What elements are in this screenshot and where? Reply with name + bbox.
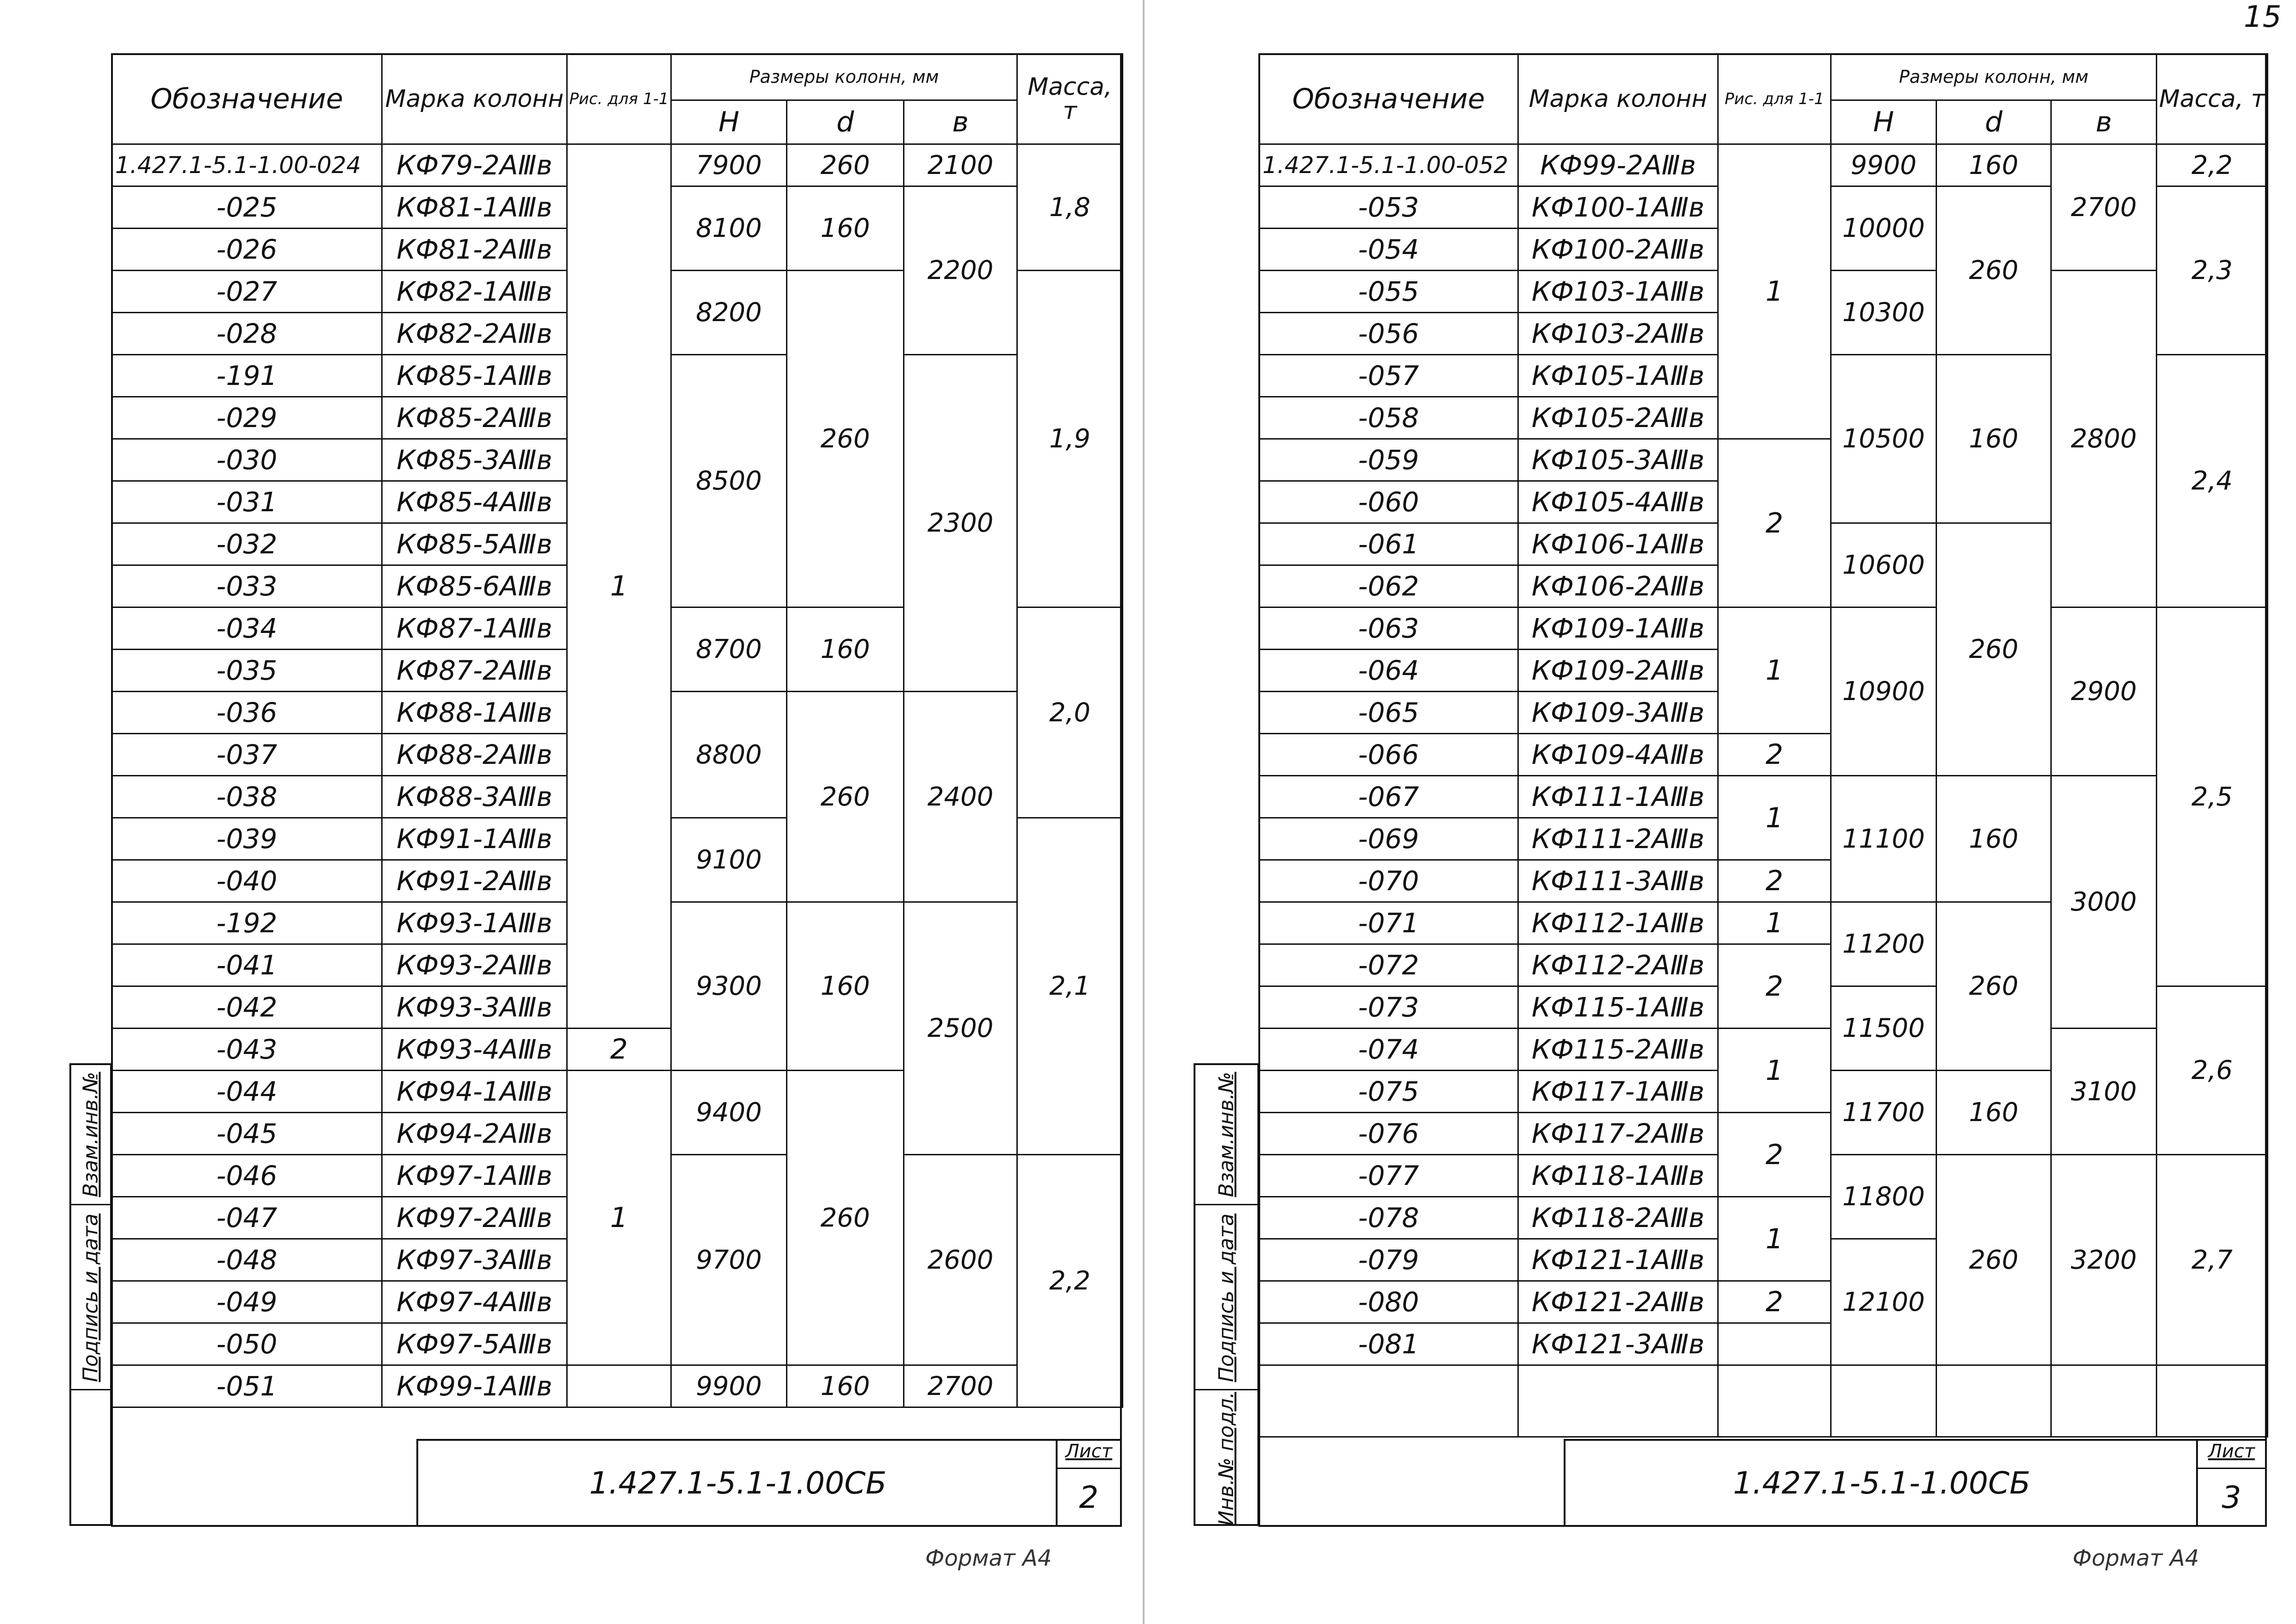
row-mark: КФ82-1АⅢв [382,271,567,313]
header-H: Н [671,100,787,144]
row-mark: КФ103-1АⅢв [1518,271,1718,313]
cell-d: 260 [1937,186,2051,355]
format-label-right: Формат А4 [2073,1545,2199,1571]
row-designation: -054 [1259,229,1518,271]
cell-H: 9100 [671,818,787,902]
row-mark: КФ97-3АⅢв [382,1239,567,1281]
cell-d: 160 [787,607,904,692]
row-mark: КФ93-3АⅢв [382,986,567,1029]
row-mark: КФ111-2АⅢв [1518,818,1718,860]
row-designation: -028 [112,313,382,355]
cell-mass: 2,1 [1017,818,1123,1155]
row-designation: -048 [112,1239,382,1281]
row-mark: КФ109-2АⅢв [1518,650,1718,692]
cell-b: 3000 [2051,776,2157,1029]
row-designation: -058 [1259,397,1518,439]
cell-fig: 2 [1718,860,1831,902]
stamp-designation: 1.427.1-5.1-1.00СБ [589,1465,887,1501]
row-mark: КФ115-2АⅢв [1518,1029,1718,1071]
row-designation: -047 [112,1197,382,1239]
cell-fig [567,1365,671,1407]
row-mark: КФ91-2АⅢв [382,860,567,902]
cell-H: 9400 [671,1071,787,1155]
row-designation: -057 [1259,355,1518,397]
cell-d: 260 [787,1071,904,1365]
table-row [1259,607,2268,650]
cell-d: 260 [1937,523,2051,776]
cell-b: 2600 [904,1155,1017,1365]
cell-H: 10600 [1831,523,1937,607]
header-dims: Размеры колонн, мм [671,54,1017,100]
cell-fig: 1 [567,144,671,1029]
row-designation: -039 [112,818,382,860]
empty-cell [1831,1365,1937,1437]
stamp-list-label: Лист [1058,1441,1120,1469]
empty-row [1259,1365,2268,1437]
cell-mass: 2,4 [2157,355,2268,607]
row-mark: КФ111-1АⅢв [1518,776,1718,818]
side-cell-vzam [71,1065,110,1204]
table-row [1259,776,2268,818]
header-mark: Марка колонн [382,54,567,144]
row-mark: КФ79-2АⅢв [382,144,567,186]
row-mark: КФ112-2АⅢв [1518,944,1718,986]
cell-H: 7900 [671,144,787,186]
row-designation: -063 [1259,607,1518,650]
format-label-left: Формат А4 [925,1545,1052,1571]
row-mark: КФ106-2АⅢв [1518,565,1718,607]
empty-cell [2051,1365,2157,1437]
row-mark: КФ88-2АⅢв [382,734,567,776]
row-designation: -041 [112,944,382,986]
row-mark: КФ97-2АⅢв [382,1197,567,1239]
row-designation: -035 [112,650,382,692]
title-stamp [416,1439,1122,1527]
row-designation: -077 [1259,1155,1518,1197]
row-designation: -050 [112,1323,382,1365]
row-designation: -069 [1259,818,1518,860]
row-designation: 1.427.1-5.1-1.00-024 [112,144,382,186]
row-mark: КФ85-2АⅢв [382,397,567,439]
row-designation: -034 [112,607,382,650]
side-label-vzam: Взам.инв.№ [79,1072,103,1197]
row-designation: -032 [112,523,382,565]
empty-cell [1718,1365,1831,1437]
sheet-left [111,53,1122,1527]
header-d: d [787,100,904,144]
cell-H: 8100 [671,186,787,271]
header-b: в [904,100,1017,144]
row-designation: -031 [112,481,382,523]
header-mark: Марка колонн [1518,54,1718,144]
row-mark: КФ87-2АⅢв [382,650,567,692]
row-designation: -046 [112,1155,382,1197]
side-margin-left [69,1063,112,1526]
row-mark: КФ109-4АⅢв [1518,734,1718,776]
side-cell-podp [71,1204,110,1390]
row-mark: КФ81-1АⅢв [382,186,567,229]
cell-H: 8200 [671,271,787,355]
cell-fig: 1 [1718,144,1831,439]
header-designation: Обозначение [112,54,382,144]
header-designation: Обозначение [1259,54,1518,144]
row-designation: -070 [1259,860,1518,902]
row-mark: КФ93-1АⅢв [382,902,567,944]
row-mark: КФ106-1АⅢв [1518,523,1718,565]
row-designation: -026 [112,229,382,271]
cell-fig: 2 [567,1029,671,1071]
row-designation: -044 [112,1071,382,1113]
row-designation: -029 [112,397,382,439]
cell-H: 9900 [671,1365,787,1407]
table-row [112,144,1123,186]
row-mark: КФ97-1АⅢв [382,1155,567,1197]
stamp-list-label: Лист [2198,1441,2265,1469]
row-mark: КФ100-1АⅢв [1518,186,1718,229]
title-stamp [1564,1439,2267,1527]
row-designation: -040 [112,860,382,902]
table-row [1259,144,2268,186]
cell-d: 160 [787,902,904,1071]
row-mark: КФ105-2АⅢв [1518,397,1718,439]
stamp-list-box [1056,1441,1120,1525]
side-margin-right [1194,1063,1259,1526]
row-designation: -043 [112,1029,382,1071]
row-designation: -064 [1259,650,1518,692]
row-designation: -060 [1259,481,1518,523]
row-mark: КФ118-2АⅢв [1518,1197,1718,1239]
row-mark: КФ94-2АⅢв [382,1113,567,1155]
cell-d: 260 [1937,1155,2051,1365]
row-mark: КФ85-1АⅢв [382,355,567,397]
row-mark: КФ85-6АⅢв [382,565,567,607]
cell-d: 160 [1937,144,2051,186]
cell-d: 160 [1937,1071,2051,1155]
cell-d: 260 [1937,902,2051,1071]
header-mass: Масса, т [2157,54,2268,144]
cell-H: 10300 [1831,271,1937,355]
cell-d: 160 [787,186,904,271]
row-mark: КФ118-1АⅢв [1518,1155,1718,1197]
cell-mass: 2,6 [2157,986,2268,1155]
row-mark: КФ93-2АⅢв [382,944,567,986]
row-designation: -027 [112,271,382,313]
spec-table [1258,53,2268,1438]
row-mark: КФ87-1АⅢв [382,607,567,650]
header-mass: Масса, т [1017,54,1123,144]
row-mark: КФ99-2АⅢв [1518,144,1718,186]
cell-fig: 1 [1718,1029,1831,1113]
row-designation: -049 [112,1281,382,1323]
cell-d: 260 [787,144,904,186]
row-designation: -080 [1259,1281,1518,1323]
row-designation: -061 [1259,523,1518,565]
row-designation: -055 [1259,271,1518,313]
row-mark: КФ117-1АⅢв [1518,1071,1718,1113]
row-designation: 1.427.1-5.1-1.00-052 [1259,144,1518,186]
row-mark: КФ111-3АⅢв [1518,860,1718,902]
cell-H: 10900 [1831,607,1937,776]
cell-b: 2900 [2051,607,2157,776]
cell-b: 2100 [904,144,1017,186]
row-designation: -033 [112,565,382,607]
row-mark: КФ88-3АⅢв [382,776,567,818]
header-b: в [2051,100,2157,144]
cell-fig: 1 [1718,776,1831,860]
cell-fig: 1 [1718,902,1831,944]
cell-b: 3200 [2051,1155,2157,1365]
cell-H: 11100 [1831,776,1937,902]
cell-b: 2700 [2051,144,2157,271]
spec-table [111,53,1123,1408]
row-mark: КФ81-2АⅢв [382,229,567,271]
cell-mass: 2,7 [2157,1155,2268,1365]
side-label-podp: Подпись и дата [79,1213,103,1382]
row-mark: КФ117-2АⅢв [1518,1113,1718,1155]
row-designation: -075 [1259,1071,1518,1113]
cell-b: 3100 [2051,1029,2157,1155]
cell-b: 2200 [904,186,1017,355]
empty-cell [1518,1365,1718,1437]
side-label-podp: Подпись и дата [1214,1213,1238,1382]
cell-b: 2400 [904,692,1017,902]
row-mark: КФ115-1АⅢв [1518,986,1718,1029]
row-designation: -030 [112,439,382,481]
table-row [112,1365,1123,1407]
cell-H: 10500 [1831,355,1937,523]
row-designation: -076 [1259,1113,1518,1155]
cell-mass: 1,8 [1017,144,1123,271]
cell-fig: 1 [1718,607,1831,734]
row-mark: КФ100-2АⅢв [1518,229,1718,271]
row-designation: -053 [1259,186,1518,229]
cell-b: 2500 [904,902,1017,1155]
row-designation: -079 [1259,1239,1518,1281]
cell-H: 8800 [671,692,787,818]
cell-b: 2300 [904,355,1017,692]
cell-fig: 2 [1718,1113,1831,1197]
cell-H: 8500 [671,355,787,607]
row-mark: КФ103-2АⅢв [1518,313,1718,355]
row-mark: КФ121-2АⅢв [1518,1281,1718,1323]
cell-mass: 2,2 [1017,1155,1123,1407]
cell-fig: 1 [1718,1197,1831,1281]
cell-H: 11800 [1831,1155,1937,1239]
row-mark: КФ93-4АⅢв [382,1029,567,1071]
header-figure: Рис. для 1-1 [1718,54,1831,144]
empty-cell [1937,1365,2051,1437]
row-mark: КФ121-3АⅢв [1518,1323,1718,1365]
row-mark: КФ112-1АⅢв [1518,902,1718,944]
row-designation: -056 [1259,313,1518,355]
row-designation: -078 [1259,1197,1518,1239]
row-designation: -037 [112,734,382,776]
cell-d: 160 [1937,355,2051,523]
row-mark: КФ82-2АⅢв [382,313,567,355]
stamp-list-number: 3 [2222,1479,2241,1515]
row-mark: КФ109-3АⅢв [1518,692,1718,734]
cell-H: 8700 [671,607,787,692]
sheet-right [1258,53,2267,1527]
cell-H: 12100 [1831,1239,1937,1365]
row-designation: -036 [112,692,382,734]
row-mark: КФ105-4АⅢв [1518,481,1718,523]
row-designation: -042 [112,986,382,1029]
cell-d: 260 [787,692,904,902]
row-designation: -051 [112,1365,382,1407]
cell-H: 9900 [1831,144,1937,186]
row-mark: КФ94-1АⅢв [382,1071,567,1113]
cell-H: 11500 [1831,986,1937,1071]
stamp-list-number: 2 [1079,1479,1099,1515]
row-mark: КФ121-1АⅢв [1518,1239,1718,1281]
page-fold [1143,0,1145,1624]
row-designation: -073 [1259,986,1518,1029]
row-designation: -074 [1259,1029,1518,1071]
cell-fig: 2 [1718,439,1831,607]
side-cell-inv [71,1389,110,1527]
row-designation: -191 [112,355,382,397]
cell-mass: 2,0 [1017,607,1123,818]
row-mark: КФ105-1АⅢв [1518,355,1718,397]
header-H: Н [1831,100,1937,144]
cell-mass: 2,2 [2157,144,2268,186]
cell-mass: 2,3 [2157,186,2268,355]
cell-d: 260 [787,271,904,607]
row-designation: -059 [1259,439,1518,481]
row-designation: -081 [1259,1323,1518,1365]
cell-H: 10000 [1831,186,1937,271]
cell-fig: 2 [1718,944,1831,1029]
side-cell-vzam [1195,1065,1257,1204]
row-designation: -066 [1259,734,1518,776]
side-cell-inv [1195,1389,1257,1527]
row-mark: КФ88-1АⅢв [382,692,567,734]
cell-mass: 1,9 [1017,271,1123,607]
row-mark: КФ105-3АⅢв [1518,439,1718,481]
stamp-designation: 1.427.1-5.1-1.00СБ [1733,1465,2030,1501]
header-row [112,54,1123,100]
cell-H: 11700 [1831,1071,1937,1155]
header-figure: Рис. для 1-1 [567,54,671,144]
side-label-inv: Инв.№ подл. [1214,1392,1238,1526]
stamp-list-box [2196,1441,2265,1525]
cell-d: 160 [1937,776,2051,902]
row-mark: КФ85-5АⅢв [382,523,567,565]
side-label-vzam: Взам.инв.№ [1214,1072,1238,1197]
row-designation: -072 [1259,944,1518,986]
header-d: d [1937,100,2051,144]
cell-b: 2800 [2051,271,2157,607]
cell-fig: 1 [567,1071,671,1365]
row-designation: -062 [1259,565,1518,607]
row-mark: КФ91-1АⅢв [382,818,567,860]
cell-H: 9700 [671,1155,787,1365]
cell-b: 2700 [904,1365,1017,1407]
cell-fig: 2 [1718,1281,1831,1323]
header-dims: Размеры колонн, мм [1831,54,2157,100]
header-row [1259,54,2268,100]
empty-cell [1259,1365,1518,1437]
row-designation: -038 [112,776,382,818]
row-designation: -071 [1259,902,1518,944]
table-row [1259,1029,2268,1071]
row-mark: КФ97-5АⅢв [382,1323,567,1365]
row-mark: КФ97-4АⅢв [382,1281,567,1323]
row-designation: -025 [112,186,382,229]
row-mark: КФ99-1АⅢв [382,1365,567,1407]
cell-fig: 2 [1718,734,1831,776]
side-cell-podp [1195,1204,1257,1390]
page-number: 15 [2244,0,2282,34]
row-mark: КФ85-3АⅢв [382,439,567,481]
cell-d: 160 [787,1365,904,1407]
row-designation: -065 [1259,692,1518,734]
row-mark: КФ85-4АⅢв [382,481,567,523]
cell-H: 11200 [1831,902,1937,986]
row-designation: -067 [1259,776,1518,818]
empty-cell [2157,1365,2268,1437]
row-mark: КФ109-1АⅢв [1518,607,1718,650]
row-designation: -045 [112,1113,382,1155]
row-designation: -192 [112,902,382,944]
cell-H: 9300 [671,902,787,1071]
cell-mass: 2,5 [2157,607,2268,986]
